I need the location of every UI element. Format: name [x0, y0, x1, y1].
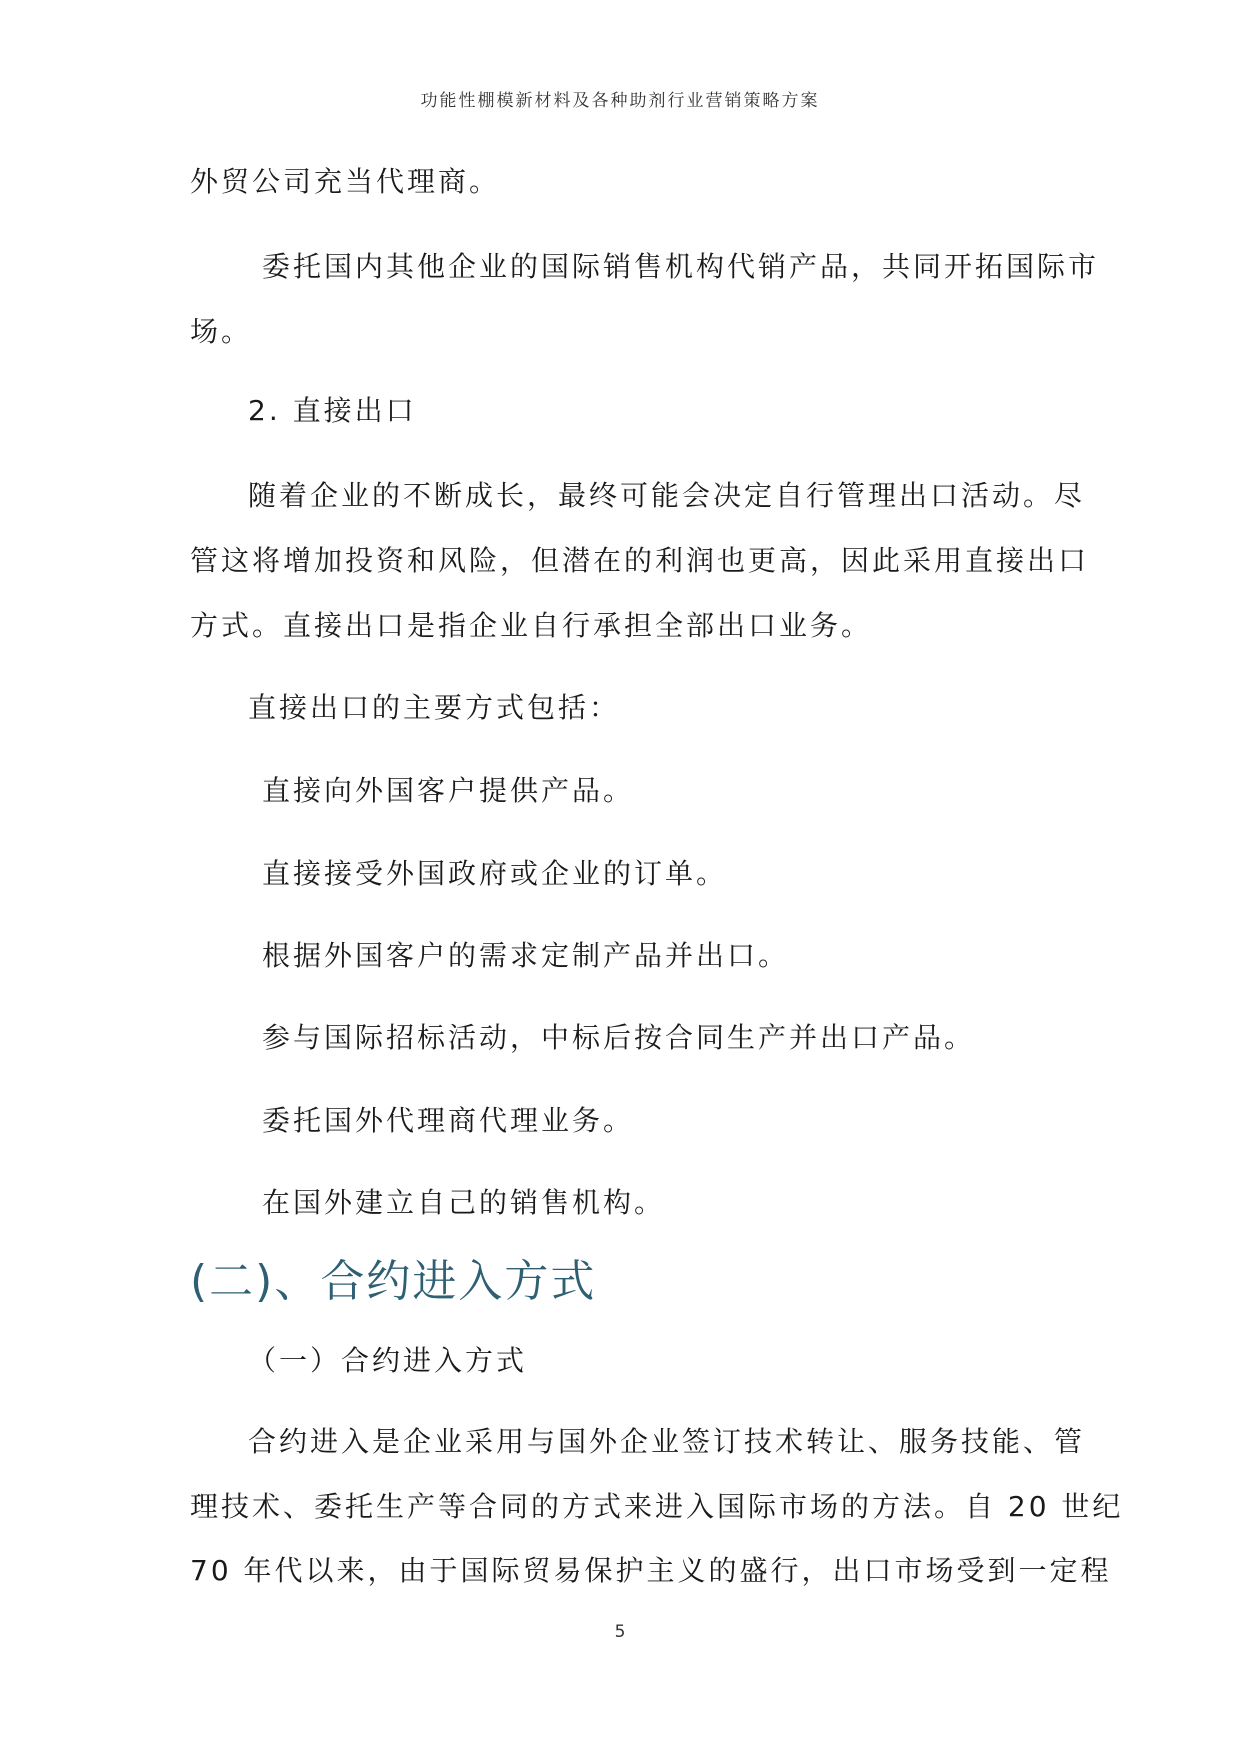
- list-item: 直接向外国客户提供产品。: [262, 774, 635, 807]
- text-line: 管这将增加投资和风险，但潜在的利润也更高，因此采用直接出口: [190, 544, 1090, 577]
- subsection-title: 2. 直接出口: [248, 394, 417, 427]
- text-line: 理技术、委托生产等合同的方式来进入国际市场的方法。自 20 世纪: [190, 1490, 1124, 1523]
- text-line: 随着企业的不断成长，最终可能会决定自行管理出口活动。尽: [248, 479, 1086, 512]
- list-item: 参与国际招标活动，中标后按合同生产并出口产品。: [262, 1021, 976, 1054]
- page-header: 功能性棚模新材料及各种助剂行业营销策略方案: [420, 91, 820, 111]
- text-line: 合约进入是企业采用与国外企业签订技术转让、服务技能、管: [248, 1425, 1086, 1458]
- subheading: （一）合约进入方式: [248, 1344, 528, 1377]
- page-number: 5: [614, 1622, 626, 1642]
- section-heading: (二)、合约进入方式: [190, 1256, 597, 1307]
- text-line: 70 年代以来，由于国际贸易保护主义的盛行，出口市场受到一定程: [190, 1554, 1112, 1587]
- text-line: 方式。直接出口是指企业自行承担全部出口业务。: [190, 609, 873, 642]
- list-item: 在国外建立自己的销售机构。: [262, 1186, 666, 1219]
- list-item: 委托国外代理商代理业务。: [262, 1104, 635, 1137]
- text-line: 直接出口的主要方式包括：: [248, 691, 621, 724]
- text-line: 外贸公司充当代理商。: [190, 165, 501, 198]
- list-item: 直接接受外国政府或企业的订单。: [262, 857, 728, 890]
- text-line: 委托国内其他企业的国际销售机构代销产品，共同开拓国际市: [262, 250, 1100, 283]
- list-item: 根据外国客户的需求定制产品并出口。: [262, 939, 790, 972]
- text-line: 场。: [190, 315, 253, 348]
